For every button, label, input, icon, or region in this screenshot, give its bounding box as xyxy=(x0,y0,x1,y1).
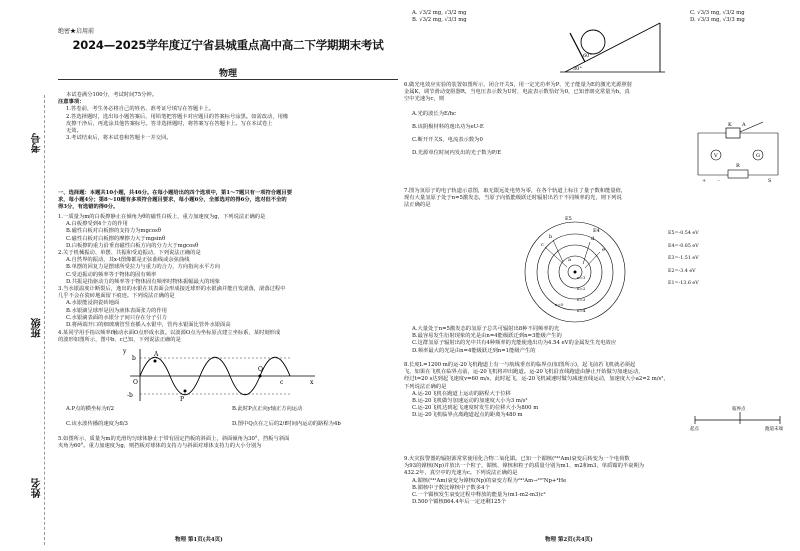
q8-option-d: D.运-20飞机临界点离跑道起点的距离为480 m xyxy=(412,412,523,419)
q3-stem-2: 几乎不会在瓷砖地面留下痕迹。下列说法正确的是 xyxy=(58,293,175,300)
question-5 xyxy=(58,436,398,450)
q2-option-a: A.自然界的振动，其x-t图像都是正弦曲线或余弦曲线 xyxy=(66,257,190,264)
q8-option-b: B.运-20飞机做匀加速运动的加速度大小为3 m/s² xyxy=(412,398,528,405)
question-4 xyxy=(58,330,398,344)
note-2b: 皮擦干净后，再选涂其他答案标号。答非选择题时，将答案写在答题卡上。写在本试卷上 xyxy=(66,120,273,127)
label-n4: n=4 xyxy=(577,308,586,313)
q6-circuit-figure xyxy=(688,120,788,184)
question-2 xyxy=(58,250,398,286)
level-e3: E3=-1.51 eV xyxy=(668,256,699,261)
q6-stem-3: 空中光速为c，则 xyxy=(404,96,445,103)
rheostat xyxy=(728,170,748,178)
transition-e xyxy=(585,252,600,268)
label-xingming: 姓名 xyxy=(32,478,43,498)
label-plus: + xyxy=(702,178,707,184)
q4-stem-2: 的波形如图所示，图中b、c已知，下列说法正确的是 xyxy=(58,337,181,344)
note-1: 1.答卷前，考生务必将自己的姓名、准考证号填写在答题卡上。 xyxy=(66,106,215,113)
q7-stem-1: 7.图为氢原子的电子轨道示意图，取无限远处电势为零，在各个轨道上标注了量子数和能量值， xyxy=(404,188,627,194)
q6-option-c: C.断开开关S，电流表示数为0 xyxy=(412,137,483,143)
q8-runway-figure xyxy=(690,402,785,432)
q4-option-c: C.该水波传播的速度为fl/3 xyxy=(66,421,128,428)
q4-option-b: B.此时P点正向y轴正方向运动 xyxy=(232,406,303,412)
q8-stem-1: 8.长度L=1200 m的运-20飞机跑道上有一与航线垂直的临界点(如图所示)，起飞前若飞机就必须起 xyxy=(404,362,636,368)
angle-60: 60° xyxy=(583,53,592,59)
point-a xyxy=(154,360,157,363)
q9-stem-3: 432.2年，真空中的光速为c。下列说法正确的是 xyxy=(404,470,518,477)
q1-option-a: A.白板擦受到4个力的作用 xyxy=(66,221,128,228)
q7-stem-2: 现有大量氢原子处于n=5激发态，当原子向低能级跃迁时辐射出若干不同频率的光，则下列说 xyxy=(404,195,622,202)
binding-sidebar xyxy=(0,0,52,551)
q5-option-a: A. √3/2 mg, √3/2 mg xyxy=(412,10,467,16)
q8-stem-2: 飞，如果在飞机在临界点前，运-20飞机将冲出跑道。运-20飞机沿直线跑道由静止开始做匀加速运动， xyxy=(404,369,644,376)
point-p xyxy=(184,390,187,393)
label-r: R xyxy=(736,163,740,169)
q6-option-a: A.光的波长为E/hc xyxy=(412,111,457,117)
label-kaohao: 考号 xyxy=(32,133,43,153)
label-d: d xyxy=(591,236,595,242)
level-e5: E5=-0.54 eV xyxy=(668,231,699,236)
point-q xyxy=(259,375,262,378)
q8-stem-4: 下列说法正确的是 xyxy=(404,383,447,390)
exam-title: 2024—2025学年度辽宁省县城重点高中高二下学期期末考试 xyxy=(72,38,384,52)
footer-page-1: 物理 第1页(共4页) xyxy=(175,537,223,543)
q1-option-d: D.白板擦的重力沿垂直磁性白板方向的分力大于mgcosθ xyxy=(66,242,199,249)
q6-option-b: B.该阴极材料的逸出功为eU-E xyxy=(412,124,484,130)
q4-options xyxy=(58,406,398,428)
label-k: K xyxy=(728,122,732,128)
label-n3: n=3 xyxy=(577,297,586,302)
label-n2: n=2 xyxy=(577,286,586,291)
section-1-line-2: 求，每小题4分；第8～10题有多项符合题目要求，每小题6分，全部选对的得6分，选对但不全的 xyxy=(58,197,287,204)
q9-stem-1: 9.火灾报警器的辐射源常常使用化合物二氧化镅。已知一个镅核(²⁴¹Am)衰变后转变为一个电荷数 xyxy=(404,456,630,462)
label-c: c xyxy=(280,379,284,386)
q4-stem-1: 4.某同学用手指以频率f触动水面O点形成水波。以波源O点为坐标原点建立坐标系，某时刻形成 xyxy=(58,330,281,336)
q7-options xyxy=(404,326,792,355)
label-c: c xyxy=(541,242,544,248)
label-a-electrode: A xyxy=(742,122,746,128)
level-e1: E1=-13.6 eV xyxy=(668,281,699,286)
q2-stem: 2.关于机械振动、单摆、共振和受迫振动，下列说法正确的是 xyxy=(58,250,201,256)
footer-page-2: 物理 第2页(共4页) xyxy=(545,537,593,543)
label-p: P xyxy=(180,396,185,403)
label-negb: -b xyxy=(127,392,133,399)
intro-text: 本试卷满分100分，考试时间75分钟。 xyxy=(66,92,158,98)
q7-energy-levels xyxy=(668,228,778,291)
label-a: a xyxy=(568,257,571,263)
instructions xyxy=(58,92,398,142)
q2-option-b: B.单摆的回复力是摆球所受拉力与重力的合力，方向指向水平方向 xyxy=(66,264,220,271)
q1-stem: 1.一质量为m的白板擦静止在倾角为θ的磁性白板上，重力加速度为g，下列说法正确的是 xyxy=(58,214,266,220)
q6-stem-1: 6.做光电效应实验的装置如图所示，闭合开关S，用一定光功率为P、光子能量为E的激光光源照射 xyxy=(404,82,632,88)
q5-option-c: C. √3/3 mg, √3/2 mg xyxy=(690,10,745,16)
q7-option-c: C.这群氢原子辐射出的光中共有4种频率的光能使逸出功为4.54 eV的金属发生光电效应 xyxy=(412,340,617,347)
incline xyxy=(565,23,660,72)
label-a: A xyxy=(154,351,159,358)
label-g: G xyxy=(756,153,760,159)
q7-option-b: B.最容易发生衍射现象的光是由n=4能级跃迁到n=3能级产生的 xyxy=(412,333,562,340)
level-e4: E4=-0.85 eV xyxy=(668,243,699,249)
notes-title: 注意事项： xyxy=(58,99,85,106)
phototube xyxy=(726,128,740,138)
label-q: Q xyxy=(258,366,263,373)
label-n1: n=1 xyxy=(577,275,586,280)
q6-stem-2: 金属K，调节滑动变阻器R，当电压表示数为U时，电流表示数恰好为0，已知普朗克常量为h，真 xyxy=(404,89,630,96)
q1-option-b: B.磁性白板对白板擦的支持力为mgcosθ xyxy=(66,228,161,235)
label-o: O xyxy=(133,379,138,386)
label-end: 跑道末端 xyxy=(765,427,783,432)
transition-c xyxy=(545,247,567,267)
q5-option-d: D. √3/3 mg, √3/3 mg xyxy=(690,17,745,24)
question-6 xyxy=(404,82,792,104)
label-s: S xyxy=(768,178,772,184)
q7-orbit-figure xyxy=(505,212,655,324)
q5-stem-1: 5.如图所示，质量为m的光滑均匀球体静止于带有固定挡板的斜面上，斜面倾角为30°，挡板与斜面 xyxy=(58,436,290,442)
question-3 xyxy=(58,286,398,329)
question-7 xyxy=(404,188,792,210)
q6-option-d: D.光源单位时间内发出的光子数为P/E xyxy=(412,150,502,156)
q9-option-c: C.一个镅核发生衰变过程中释放的能量为(m1-m2-m3)c² xyxy=(412,492,546,499)
q5-stem-2: 夹角为60°。重力加速度为g，则挡板对球体的支持力与斜面对球体支持力的大小分别为 xyxy=(58,443,262,450)
level-e2: E2=-3.4 eV xyxy=(668,268,696,274)
q5-options-2 xyxy=(690,10,795,24)
label-b: b xyxy=(132,355,136,362)
q8-option-c: C.运-20飞机达到起飞速度时发生的位移大小为800 m xyxy=(412,405,539,412)
title-divider xyxy=(58,79,398,80)
section-1-line-1: 一、选择题：本题共10小题，共46分。在每小题给出的四个选项中，第1～7题只有一项符合题目要 xyxy=(58,190,292,196)
label-start: 起点 xyxy=(690,427,699,432)
q7-option-d: D.频率最大的光是由n=4能级跃迁到n=1能级产生的 xyxy=(412,347,536,354)
note-3: 3.考试结束后，将本试卷和答题卡一并交回。 xyxy=(66,135,172,142)
label-x: x xyxy=(310,379,314,386)
q4-option-a: A.P点的横坐标为f/2 xyxy=(66,406,114,412)
q1-option-c: C.磁性白板对白板擦的摩擦力大于mgsinθ xyxy=(66,235,166,242)
q3-option-c: C.水银滴表面的水银分子间只存在分子引力 xyxy=(66,314,167,321)
q7-option-a: A.大量处于n=5激发态的氢原子总共可辐射出8种不同频率的光 xyxy=(412,326,560,332)
label-e5: E5 xyxy=(565,216,572,222)
label-critical: 临界点 xyxy=(732,407,746,412)
nucleus xyxy=(574,271,577,274)
note-2: 2.答选择题时，选出每小题答案后，用铅笔把答题卡对应题目的答案标号涂黑。如需改动，用橡 xyxy=(66,113,289,120)
q2-option-c: C.受迫振动的频率等于物体的固有频率 xyxy=(66,271,157,278)
angle-30: 30° xyxy=(573,66,582,72)
q9-stem-2: 为93的镎核(Np)并放出一个粒子，镅核、镎核和粒子的质量分别为m1、m2和m3，单质镅的半衰期为 xyxy=(404,463,645,470)
label-banji: 班级 xyxy=(32,318,43,338)
q2-option-d: D.共振是指驱动力的频率等于物体固有频率时物体振幅最大的现象 xyxy=(66,278,221,285)
q4-wave-figure xyxy=(120,346,320,404)
q9-option-b: B.镅核中子数比镎核中子数多4个 xyxy=(412,484,490,491)
secret-mark: 绝密★启用前 xyxy=(58,28,95,35)
q5-options xyxy=(404,10,554,24)
label-minus: - xyxy=(718,178,720,184)
q4-option-d: D.图中Q点在之后的2/f时间内运动的路程为4b xyxy=(232,421,341,428)
section-1-line-3: 得3分，有选错的得0分。 xyxy=(58,204,119,211)
q6-options xyxy=(404,108,674,160)
question-1 xyxy=(58,214,398,250)
note-2c: 无效。 xyxy=(66,128,82,135)
label-y: y xyxy=(123,348,127,355)
ball xyxy=(581,30,605,54)
q3-stem-1: 3.当水银温度计断裂后，逸出的水银在其表面会形成接近球形的水银滴并能自发滚落，滚落过程中 xyxy=(58,286,286,292)
subject-title: 物理 xyxy=(218,69,237,79)
q7-stem-3: 法正确的是 xyxy=(404,202,431,209)
q3-option-b: B.水银滴呈球形是因为液体表面张力的作用 xyxy=(66,307,167,314)
q9-option-a: A.镅核(²⁴¹Am)衰变为镎核(Np)的衰变方程为²⁴¹Am→²³⁷Np+⁴He xyxy=(412,477,567,484)
q5-incline-figure xyxy=(555,8,670,76)
q3-option-d: D.将两端开口的细玻璃管竖直插入水银中，管内水银面比管外水银面高 xyxy=(66,322,231,329)
label-e4: E4 xyxy=(593,228,600,234)
label-b: b xyxy=(549,234,553,240)
label-v: V xyxy=(714,153,718,159)
q9-option-d: D.500个镅核864.4年后一定还剩125个 xyxy=(412,499,507,506)
question-9 xyxy=(404,456,792,506)
q8-option-a: A.运-20飞机在跑道上运动的路程大于位移 xyxy=(412,390,511,397)
q5-option-b: B. √3/2 mg, √3/3 mg xyxy=(412,17,467,24)
q3-option-a: A.水银能浸润瓷砖地面 xyxy=(66,300,120,307)
label-n5: n=5 xyxy=(555,302,564,307)
section-1-header xyxy=(58,190,398,212)
label-e: e xyxy=(602,247,605,253)
q8-stem-3: 经过t=20 s达到起飞速度v=60 m/s，此时起飞，运-20飞机减速时做匀减速直线运动，加速度大小a2=2 m/s²， xyxy=(404,376,669,383)
